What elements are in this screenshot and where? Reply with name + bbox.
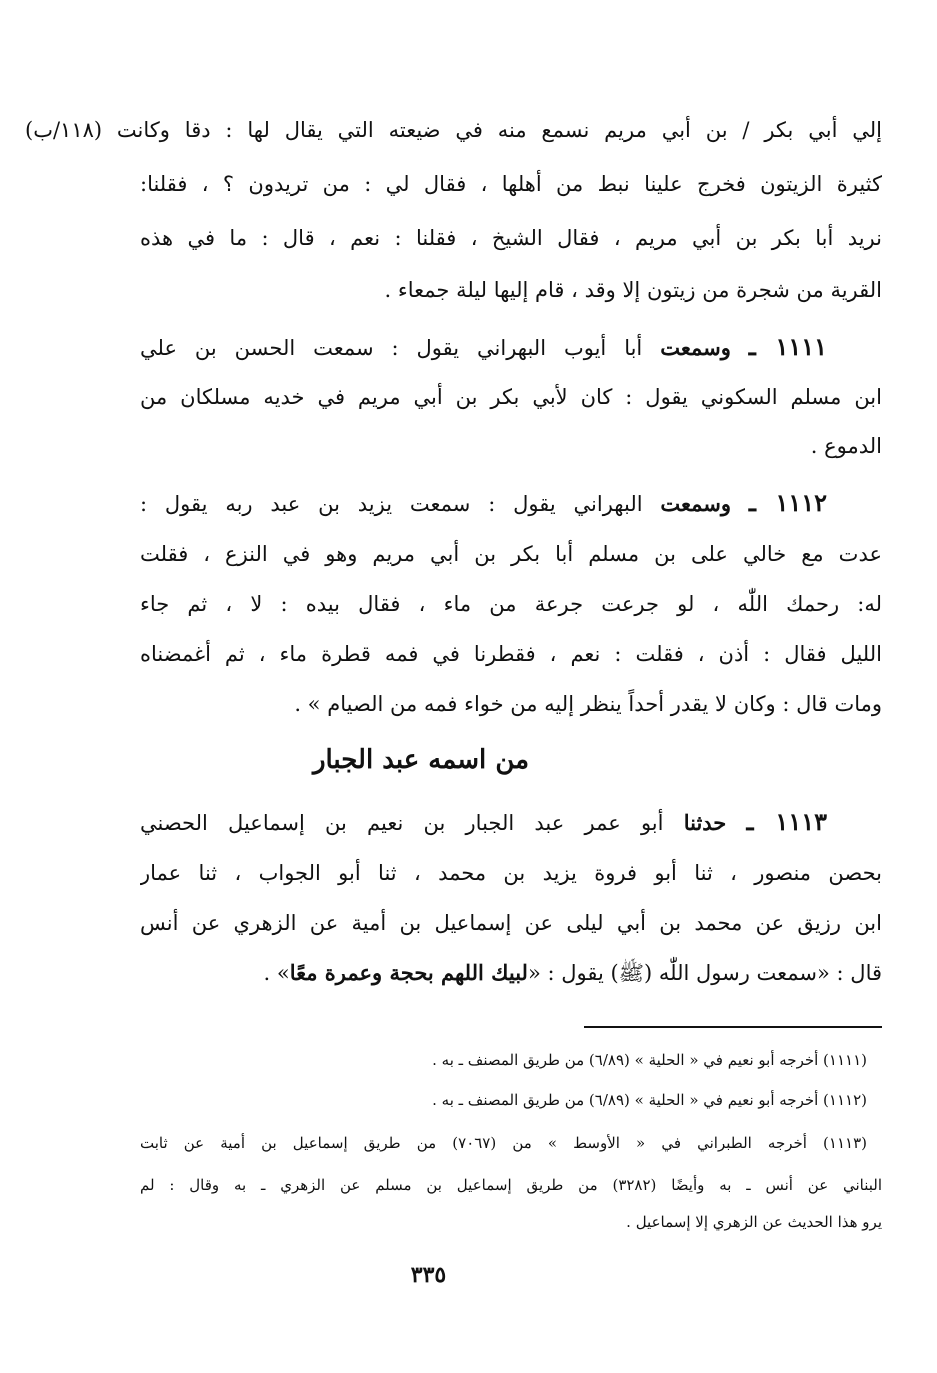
intro-line-3: نريد أبا بكر بن أبي مريم ، فقال الشيخ ، فقلنا : نعم ، قال : ما في هذه <box>140 226 882 250</box>
hadith-number-1113: ١١١٣ ـ <box>746 807 827 836</box>
hadith-1113-line-2: بحصن منصور ، ثنا أبو فروة يزيد بن محمد ، ثنا أبو الجواب ، ثنا عمار <box>140 861 882 885</box>
hadith-1113-quote: لبيك اللهم بحجة وعمرة معًا <box>289 960 528 985</box>
footnote-1112: (١١١٢) أخرجه أبو نعيم في « الحلية » (٦/٨٩) من طريق المصنف ـ به . <box>432 1091 867 1109</box>
hadith-1113-line-3: ابن رزيق عن محمد بن أبي ليلى عن إسماعيل بن أمية عن الزهري عن أنس <box>140 911 882 935</box>
hadith-keyword-1113: حدثنا <box>683 810 727 835</box>
footnote-1113-line-3: يرو هذا الحديث عن الزهري إلا إسماعيل . <box>626 1213 882 1231</box>
hadith-1112-line-4: الليل فقال : أذن ، فقلت : نعم ، فقطرنا في فمه قطرة ماء ، ثم أغمضناه <box>140 642 882 666</box>
intro-line-1: إلي أبي بكر / بن أبي مريم نسمع منه في ضيعته التي يقال لها : دقا وكانت (١١٨/ب) <box>25 118 882 142</box>
hadith-1113-first-line <box>140 800 827 844</box>
hadith-1113-last-prefix: قال : «سمعت رسول اللّٰه (ﷺ) يقول : « <box>527 961 882 985</box>
hadith-1112-line-2: عدت مع خالي على بن مسلم أبا بكر بن أبي مريم وهو في النزع ، فقلت <box>140 542 882 566</box>
hadith-1113-last-suffix: » . <box>263 961 290 985</box>
page-number: ٣٣٥ <box>410 1262 447 1288</box>
hadith-keyword-1111: وسمعت <box>660 335 731 360</box>
section-heading: من اسمه عبد الجبار <box>312 745 530 775</box>
intro-line-2: كثيرة الزيتون فخرج علينا نبط من أهلها ، فقال لي : من تريدون ؟ ، فقلنا: <box>140 172 882 196</box>
hadith-1112-line-3: له: رحمك اللّٰه ، لو جرعت جرعة من ماء ، فقال بيده : لا ، ثم جاء <box>140 592 882 616</box>
hadith-number-1111: ١١١١ ـ <box>748 332 827 361</box>
hadith-1111-line-2: ابن مسلم السكوني يقول : كان لأبي بكر بن أبي مريم في خديه مسلكان من <box>140 385 882 409</box>
hadith-number-1112: ١١١٢ ـ <box>748 488 827 517</box>
hadith-1113-first-text: أبو عمر عبد الجبار بن نعيم بن إسماعيل الحصني <box>140 811 664 835</box>
footnote-1113-line-1: (١١١٣) أخرجه الطبراني في « الأوسط » من (٧٠٦٧) من طريق إسماعيل بن أمية عن ثابت <box>140 1134 867 1152</box>
hadith-keyword-1112: وسمعت <box>660 491 732 516</box>
footnote-1113-line-2: البناني عن أنس ـ به وأيضًا (٣٢٨٢) من طريق إسماعيل بن مسلم عن الزهري ـ به وقال : لم <box>140 1176 882 1194</box>
footnote-1111: (١١١١) أخرجه أبو نعيم في « الحلية » (٦/٨٩) من طريق المصنف ـ به . <box>432 1051 867 1069</box>
intro-line-4: القرية من شجرة من زيتون إلا وقد ، قام إليها ليلة جمعاء . <box>384 278 882 302</box>
hadith-1112-first-text: البهراني يقول : سمعت يزيد بن عبد ربه يقول : <box>140 492 643 516</box>
hadith-1112-line-5: ومات قال : وكان لا يقدر أحداً ينظر إليه من خواء فمه من الصيام » . <box>294 692 882 716</box>
footnote-separator <box>584 1026 882 1028</box>
hadith-1111-first-line <box>140 325 827 369</box>
hadith-1111-line-3: الدموع . <box>810 434 882 458</box>
hadith-1112-first-line <box>140 481 827 525</box>
hadith-1113-line-4 <box>140 951 882 995</box>
hadith-1111-first-text: أبا أيوب البهراني يقول : سمعت الحسن بن علي <box>140 336 643 360</box>
